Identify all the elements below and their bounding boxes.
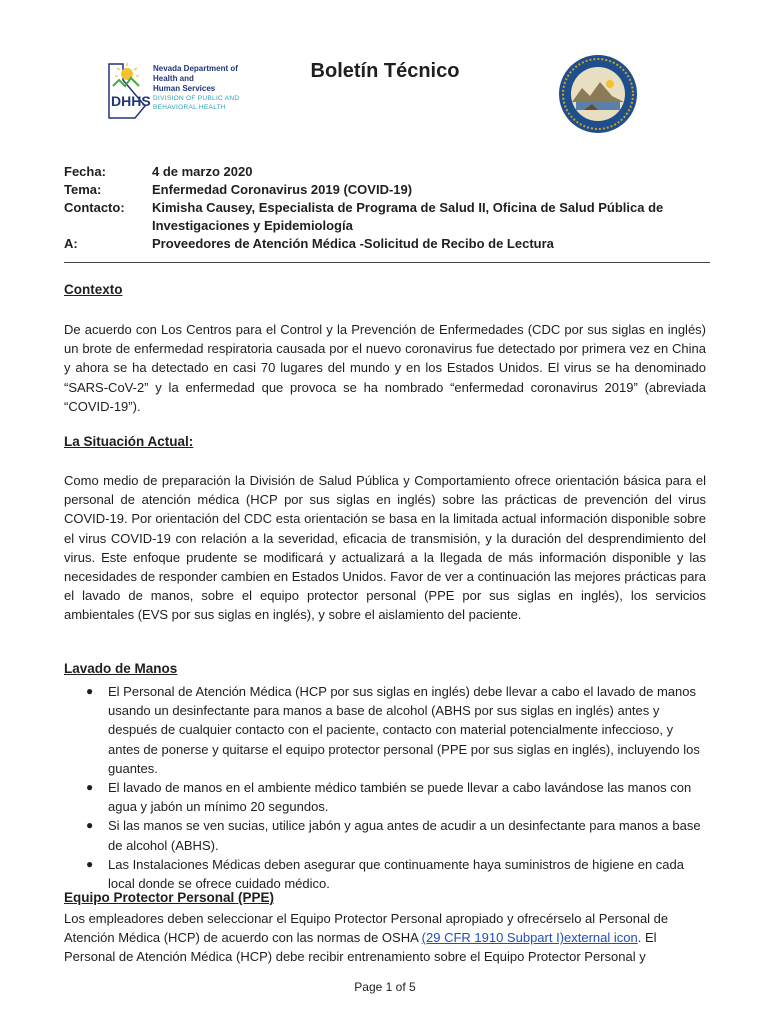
nevada-state-seal-icon [558,54,638,134]
equipo-paragraph: Los empleadores deben seleccionar el Equipo Protector Personal apropiado y ofrecérselo al Personal de Atención Médica (HCP) de acuerdo con las normas de OSHA (29 CFR 1910 Subpart I)external icon. El Personal de Atención Médica (HCP) debe recibir entrenamiento sobre el Equipo Protector Personal y [64,911,669,965]
org-name: Nevada Department of Health and Human Services DIVISION OF PUBLIC AND BEHAVIORAL HEALTH [153,64,240,111]
svg-text:DHHS: DHHS [111,93,151,109]
bulletin-meta [64,163,710,253]
contexto-heading: Contexto [64,282,123,297]
meta-row-contacto: Contacto: Kimisha Causey, Especialista de Programa de Salud II, Oficina de Salud Pública de Investigaciones y Epidemiología [64,200,664,233]
bullet-icon: ● [86,856,94,871]
situacion-paragraph: Como medio de preparación la División de Salud Pública y Comportamiento ofrece orientación básica para el personal de atención médica (HCP por sus siglas en inglés) sobre las prácticas de prevención del virus COVID-19. Por orientación del CDC esta orientación se basa en la limitada actual información disponible sobre el virus COVID-19 con relación a la severidad, eficacia de transmisión, y la duración del desprendimiento del virus. Este enfoque prudente se modificará y actualizará a la llegada de más información disponible y las necesidades de responder cambien en Estados Unidos. Favor de ver a continuación las mejores prácticas para el lavado de manos, sobre el equipo protector personal (PPE por sus siglas en inglés), los servicios ambientales (EVS por sus siglas en inglés), y sobre el aislamiento del paciente. [64,473,706,623]
page-number: Page 1 of 5 [354,980,416,994]
list-item: ● Si las manos se ven sucias, utilice jabón y agua antes de acudir a un desinfectante para manos a base de alcohol (ABHS). [86,818,701,853]
osha-external-link[interactable]: (29 CFR 1910 Subpart I)external icon [421,930,638,946]
contexto-paragraph: De acuerdo con Los Centros para el Control y la Prevención de Enfermedades (CDC por sus siglas en inglés) un brote de enfermedad respiratoria causada por el nuevo coronavirus fue detectado por primera vez en China y ahora se ha detectado en casi 70 lugares del mundo y en los Estados Unidos. El virus se ha denominado “SARS-CoV-2” y la enfermedad que provoca se ha nombrado “enfermedad coronavirus 2019” (abreviada “COVID-19”). [64,322,706,414]
equipo-heading: Equipo Protector Personal (PPE) [64,890,275,905]
meta-row-fecha: Fecha: 4 de marzo 2020 [64,164,253,179]
list-item: ● El Personal de Atención Médica (HCP por sus siglas en inglés) debe llevar a cabo el lavado de manos usando un desinfectante para manos a base de alcohol (ABHS por sus siglas en inglés) antes y después de cualquier contacto con el paciente, contacto con material potencialmente infeccioso, y antes de ponerse y quitarse el equipo protector personal (PPE por sus siglas en inglés), incluyendo los guantes. [86,684,700,776]
bullet-icon: ● [86,684,94,698]
meta-row-a: A: Proveedores de Atención Médica -Solicitud de Recibo de Lectura [64,236,554,251]
lavado-list [64,682,704,893]
divider [64,262,710,263]
list-item: ● Las Instalaciones Médicas deben asegurar que continuamente haya suministros de higiene en cada local donde se ofrece cuidado médico. [86,856,684,892]
lavado-heading: Lavado de Manos [64,661,178,676]
page-title: Boletín Técnico [310,60,460,82]
bullet-icon: ● [86,818,94,833]
list-item: ● El lavado de manos en el ambiente médico también se puede llevar a cabo lavándose las manos con agua y jabón un mínimo 20 segundos. [86,780,692,815]
meta-row-tema: Tema: Enfermedad Coronavirus 2019 (COVID-19) [64,182,413,197]
situacion-heading: La Situación Actual: [64,434,194,449]
bullet-icon: ● [86,780,94,795]
